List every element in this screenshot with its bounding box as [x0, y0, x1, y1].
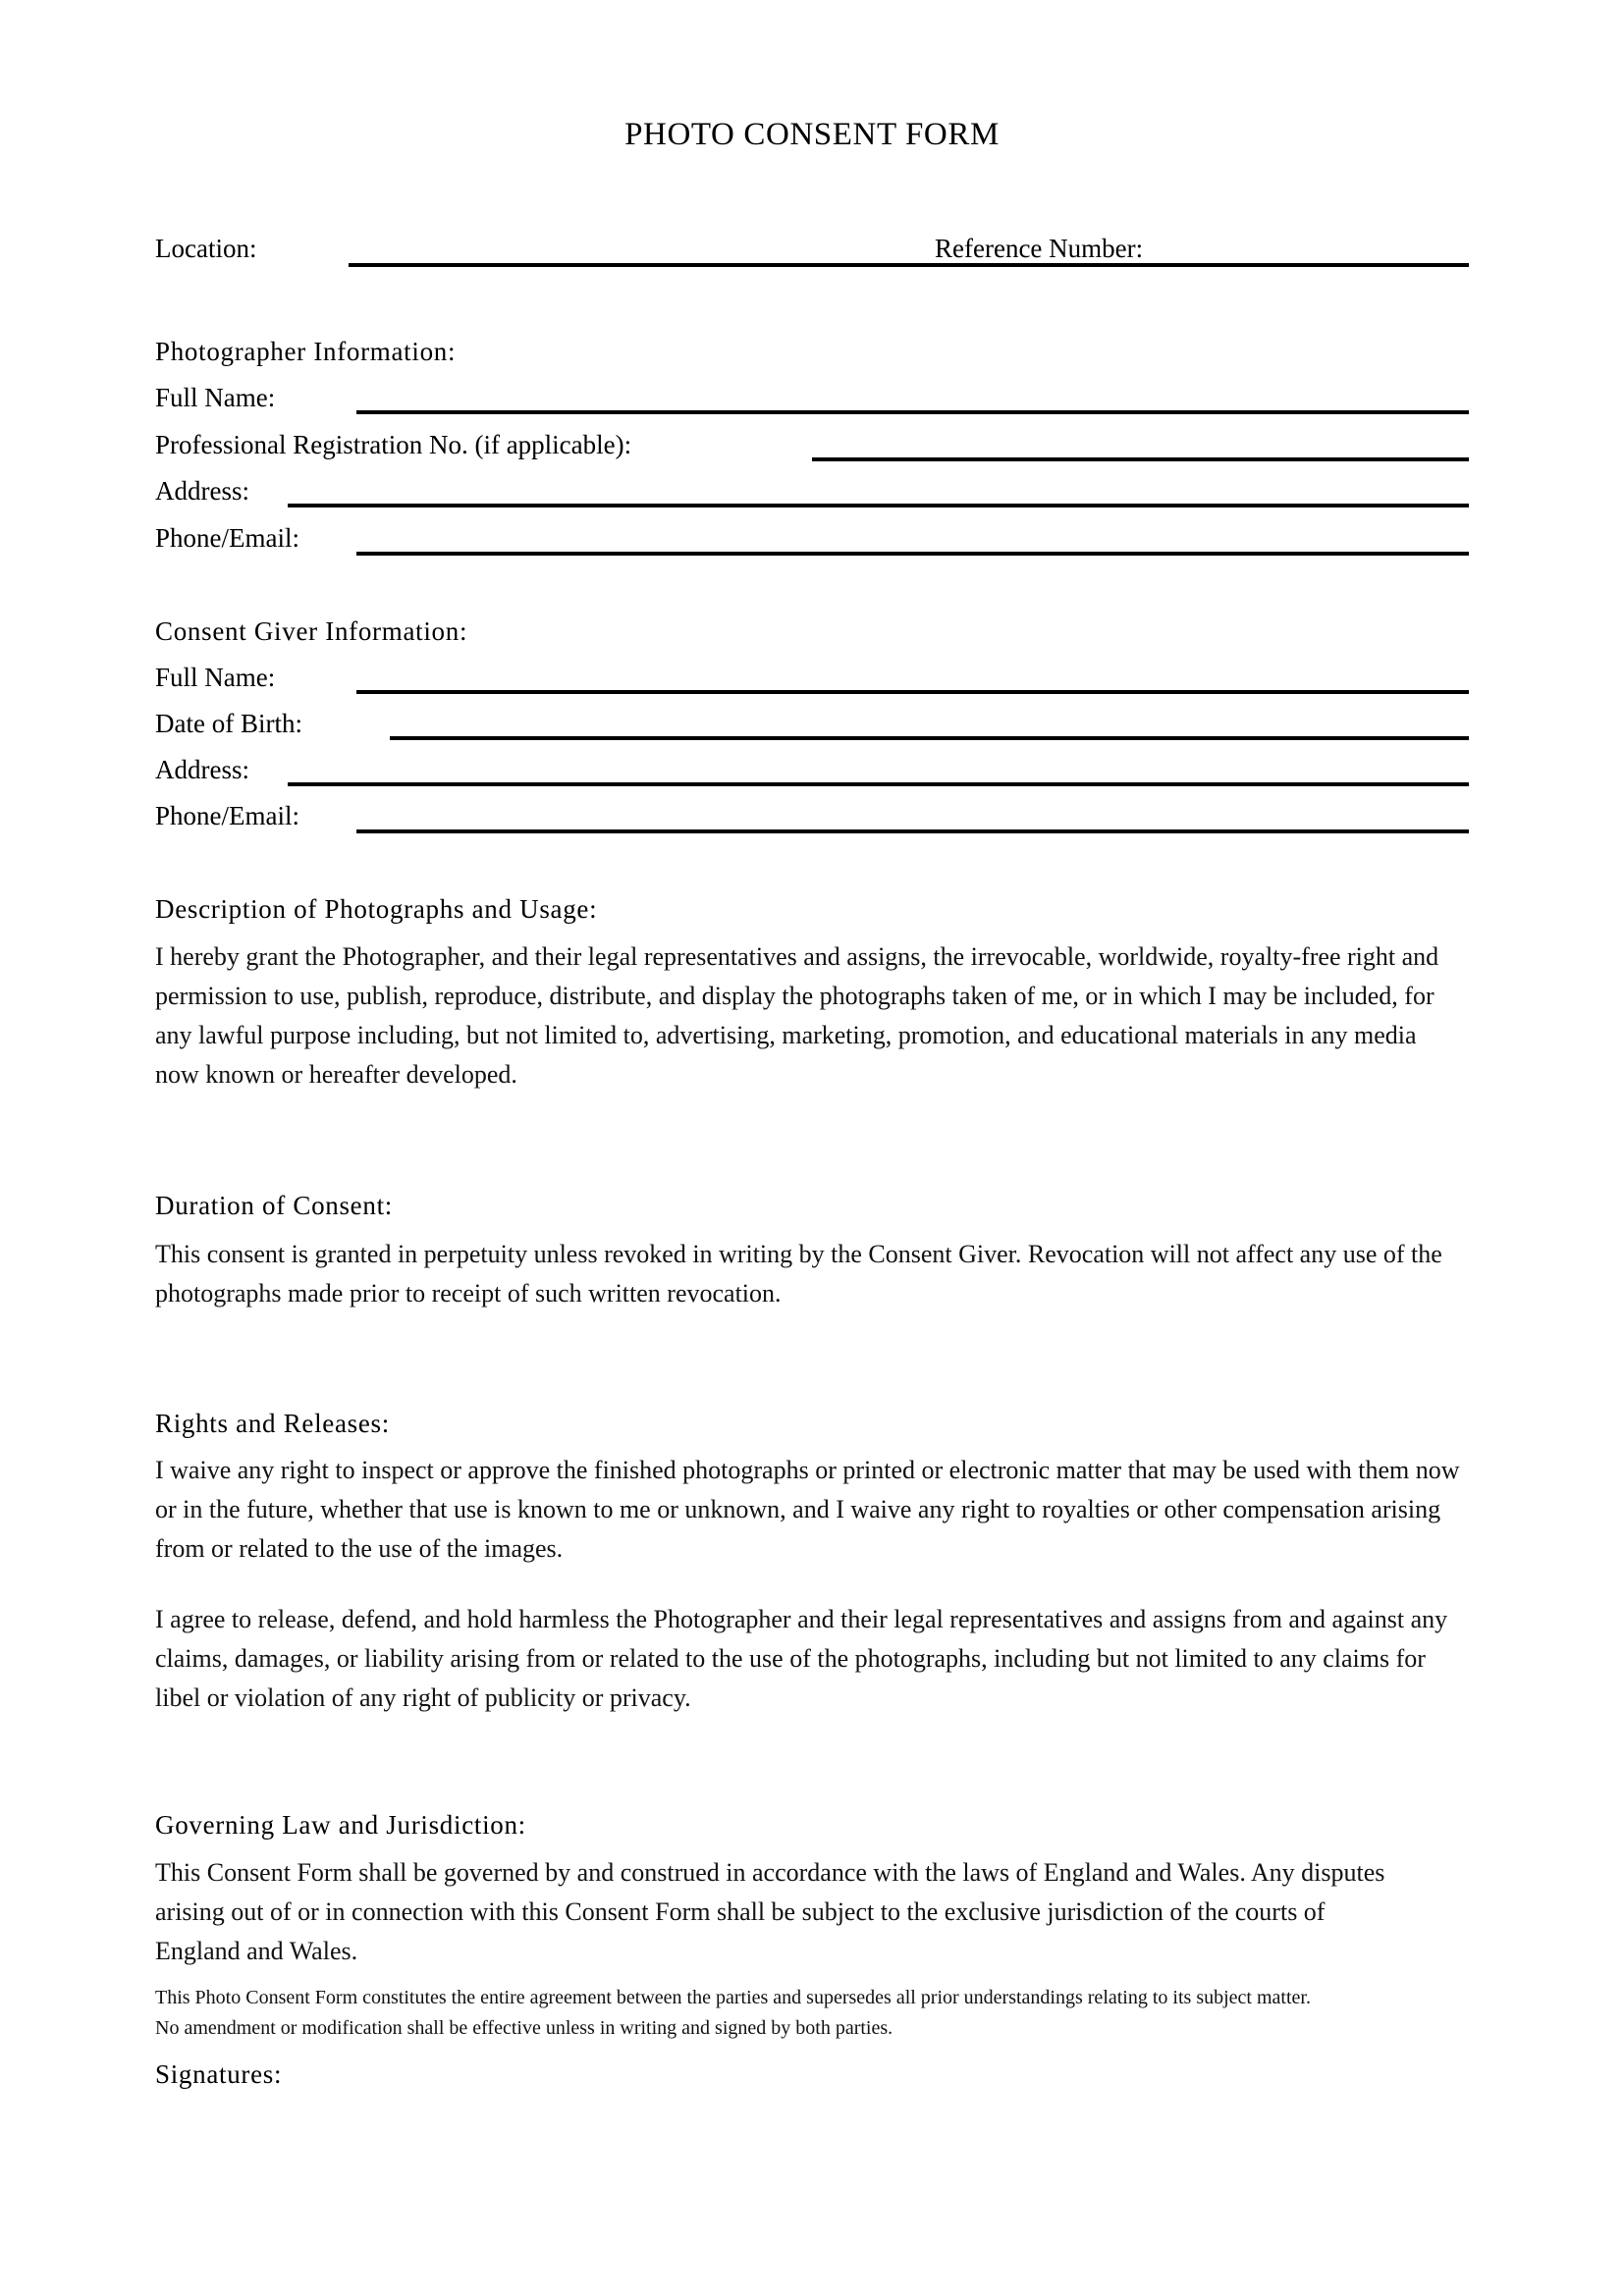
governing-law-body: This Consent Form shall be governed by and construed in accordance with the laws of England and Wales. Any disputes arising out of or in connection with this Consent Form shall be subject to the exclusive jurisdiction of the courts of England and Wales. [155, 1858, 1385, 1965]
consent-giver-address-label: Address: [155, 755, 249, 784]
photographer-phone-email-label: Phone/Email: [155, 523, 299, 553]
duration-body: This consent is granted in perpetuity unless revoked in writing by the Consent Giver. Revocation will not affect any use of the photographs made prior to receipt of such written revocation. [155, 1240, 1442, 1308]
duration-heading: Duration of Consent: [155, 1191, 393, 1220]
photographer-information-heading: Photographer Information: [155, 337, 457, 366]
rights-paragraph-2: I agree to release, defend, and hold harmless the Photographer and their legal representatives and assigns from and against any claims, damages, or liability arising from or related to the use of the photographs, including but not limited to any claims for libel or violation of any right of publicity or privacy. [155, 1605, 1448, 1712]
consent-giver-address-input-line[interactable] [288, 782, 1469, 786]
consent-giver-full-name-input-line[interactable] [356, 690, 1469, 694]
consent-giver-date-of-birth-input-line[interactable] [390, 736, 1469, 740]
consent-giver-phone-email-label: Phone/Email: [155, 801, 299, 830]
reference-number-label: Reference Number: [935, 234, 1144, 263]
photographer-phone-email-input-line[interactable] [356, 552, 1469, 556]
consent-giver-full-name-label: Full Name: [155, 663, 276, 692]
fine-print-line-1: This Photo Consent Form constitutes the entire agreement between the parties and supersedes all prior understandings relating to its subject matter. [155, 1987, 1311, 2008]
consent-giver-date-of-birth-label: Date of Birth: [155, 709, 302, 738]
location-label: Location: [155, 234, 257, 263]
consent-giver-information-heading: Consent Giver Information: [155, 616, 468, 646]
location-reference-input-line[interactable] [349, 263, 1469, 267]
rights-and-releases-heading: Rights and Releases: [155, 1409, 390, 1438]
photographer-address-input-line[interactable] [288, 504, 1469, 507]
photographer-registration-input-line[interactable] [812, 457, 1469, 461]
description-heading: Description of Photographs and Usage: [155, 894, 598, 924]
photographer-full-name-label: Full Name: [155, 383, 276, 412]
consent-giver-phone-email-input-line[interactable] [356, 829, 1469, 833]
photographer-full-name-input-line[interactable] [356, 410, 1469, 414]
governing-law-heading: Governing Law and Jurisdiction: [155, 1810, 526, 1840]
photographer-registration-label: Professional Registration No. (if applicable): [155, 430, 632, 459]
description-body: I hereby grant the Photographer, and their legal representatives and assigns, the irrevocable, worldwide, royalty-free right and permission to use, publish, reproduce, distribute, and display the photographs taken of me, or in which I may be included, for any lawful purpose including, but not limited to, advertising, marketing, promotion, and educational materials in any media now known or hereafter developed. [155, 942, 1439, 1089]
rights-paragraph-1: I waive any right to inspect or approve the finished photographs or printed or electronic matter that may be used with them now or in the future, whether that use is known to me or unknown, and I waive any right to royalties or other compensation arising from or related to the use of the images. [155, 1456, 1460, 1563]
signatures-heading: Signatures: [155, 2059, 283, 2089]
page-title: PHOTO CONSENT FORM [624, 117, 1000, 152]
fine-print-line-2: No amendment or modification shall be effective unless in writing and signed by both parties. [155, 2017, 893, 2039]
photographer-address-label: Address: [155, 476, 249, 506]
